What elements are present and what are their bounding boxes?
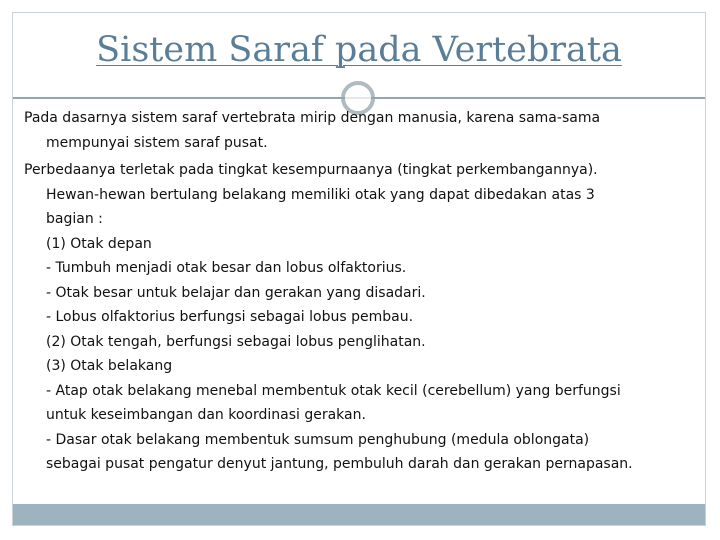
- paragraph-1-continuation: mempunyai sistem saraf pusat.: [46, 134, 268, 151]
- body-line: - Otak besar untuk belajar dan gerakan yang disadari.: [46, 284, 426, 301]
- body-line: (3) Otak belakang: [46, 358, 173, 374]
- slide-body: [24, 106, 700, 477]
- body-line: - Atap otak belakang menebal membentuk otak kecil (cerebellum) yang berfungsi: [46, 382, 621, 399]
- slide-title: Sistem Saraf pada Vertebrata: [96, 30, 622, 70]
- paragraph-1-first-line: Pada dasarnya sistem saraf vertebrata mirip dengan manusia, karena sama-sama: [24, 110, 601, 126]
- body-line: Hewan-hewan bertulang belakang memiliki otak yang dapat dibedakan atas 3: [46, 186, 595, 203]
- body-line: (1) Otak depan: [46, 235, 152, 252]
- paragraph-2: [24, 158, 700, 477]
- body-line: - Tumbuh menjadi otak besar dan lobus olfaktorius.: [46, 260, 407, 276]
- body-line: - Lobus olfaktorius berfungsi sebagai lobus pembau.: [46, 309, 414, 325]
- body-line: (2) Otak tengah, berfungsi sebagai lobus penglihatan.: [46, 333, 426, 350]
- body-line: sebagai pusat pengatur denyut jantung, pembuluh darah dan gerakan pernapasan.: [46, 456, 633, 472]
- body-line: untuk keseimbangan dan koordinasi gerakan.: [46, 407, 366, 423]
- footer-bar: [13, 504, 705, 525]
- paragraph-1: [24, 106, 700, 155]
- body-line: bagian :: [46, 211, 103, 227]
- body-line: - Dasar otak belakang membentuk sumsum penghubung (medula oblongata): [46, 431, 590, 448]
- paragraph-2-first-line: Perbedaanya terletak pada tingkat kesempurnaanya (tingkat perkembangannya).: [24, 162, 598, 178]
